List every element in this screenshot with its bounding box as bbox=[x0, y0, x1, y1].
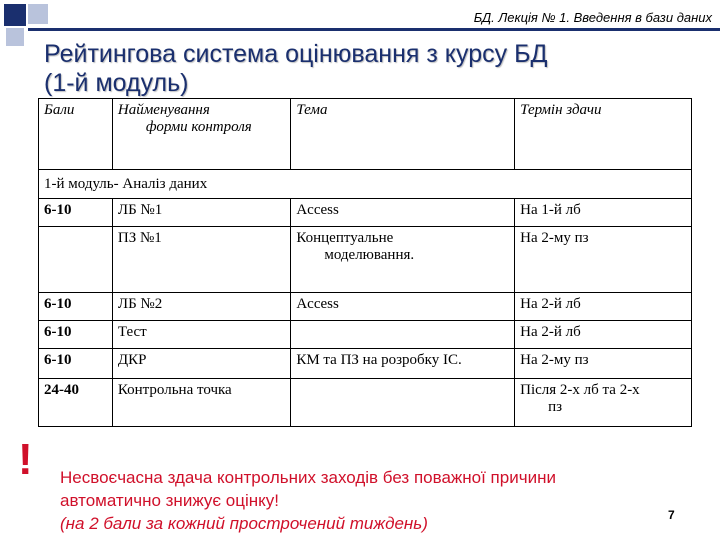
cell-term: На 2-му пз bbox=[515, 349, 692, 379]
cell-term: На 2-й лб bbox=[515, 321, 692, 349]
table-row bbox=[39, 227, 692, 293]
cell-term: На 1-й лб bbox=[515, 199, 692, 227]
cell-bali: 6-10 bbox=[39, 321, 113, 349]
cell-name: ПЗ №1 bbox=[112, 227, 290, 293]
cell-tema bbox=[291, 379, 515, 427]
header-name bbox=[112, 99, 290, 170]
cell-tema-line-2: моделювання. bbox=[324, 247, 415, 263]
note-line-2: автоматично знижує оцінку! bbox=[60, 491, 279, 510]
cell-tema bbox=[291, 321, 515, 349]
cell-term: На 2-й лб bbox=[515, 293, 692, 321]
cell-name: ДКР bbox=[112, 349, 290, 379]
cell-bali: 6-10 bbox=[39, 199, 113, 227]
note-line-1: Несвоєчасна здача контрольних заходів без поважної причини bbox=[60, 468, 556, 487]
cell-tema: КМ та ПЗ на розробку ІС. bbox=[291, 349, 515, 379]
header-bali: Бали bbox=[39, 99, 113, 170]
cell-tema: Access bbox=[291, 293, 515, 321]
cell-term: На 2-му пз bbox=[515, 227, 692, 293]
title-line-1: Рейтингова система оцінювання з курсу БД bbox=[44, 40, 548, 68]
header-name-line-2: форми контроля bbox=[145, 119, 252, 135]
cell-name: Контрольна точка bbox=[112, 379, 290, 427]
cell-bali: 6-10 bbox=[39, 349, 113, 379]
decor-square-3 bbox=[6, 28, 24, 46]
header-tema: Тема bbox=[291, 99, 515, 170]
exclamation-mark: ! bbox=[18, 435, 33, 484]
module-label: 1-й модуль- Аналіз даних bbox=[39, 170, 692, 199]
cell-term bbox=[515, 379, 692, 427]
decor-square-1 bbox=[4, 4, 26, 26]
header-rule bbox=[28, 28, 720, 31]
cell-bali: 6-10 bbox=[39, 293, 113, 321]
header-name-line-1: Найменування bbox=[117, 102, 210, 118]
cell-name: Тест bbox=[112, 321, 290, 349]
note-line-3: (на 2 бали за кожний прострочений тиждень) bbox=[60, 514, 428, 533]
cell-name: ЛБ №2 bbox=[112, 293, 290, 321]
table-row bbox=[39, 349, 692, 379]
table-header-row bbox=[39, 99, 692, 170]
cell-term-line-1: Після 2-х лб та 2-х bbox=[520, 382, 640, 398]
cell-term-line-2: пз bbox=[548, 399, 563, 415]
cell-bali: 24-40 bbox=[39, 379, 113, 427]
cell-bali bbox=[39, 227, 113, 293]
rating-table bbox=[38, 98, 692, 427]
table-row bbox=[39, 199, 692, 227]
cell-tema-line-1: Концептуальне bbox=[296, 230, 394, 246]
table-row bbox=[39, 293, 692, 321]
cell-tema bbox=[291, 227, 515, 293]
title-line-2: (1-й модуль) bbox=[44, 69, 189, 97]
page-number: 7 bbox=[668, 508, 675, 522]
warning-note bbox=[60, 466, 680, 535]
slide-header: БД. Лекція № 1. Введення в бази даних bbox=[473, 10, 712, 25]
slide-title bbox=[44, 40, 684, 98]
cell-name: ЛБ №1 bbox=[112, 199, 290, 227]
decor-square-2 bbox=[28, 4, 48, 24]
table-row bbox=[39, 321, 692, 349]
header-term: Термін здачи bbox=[515, 99, 692, 170]
table-row bbox=[39, 379, 692, 427]
module-row bbox=[39, 170, 692, 199]
cell-tema: Access bbox=[291, 199, 515, 227]
